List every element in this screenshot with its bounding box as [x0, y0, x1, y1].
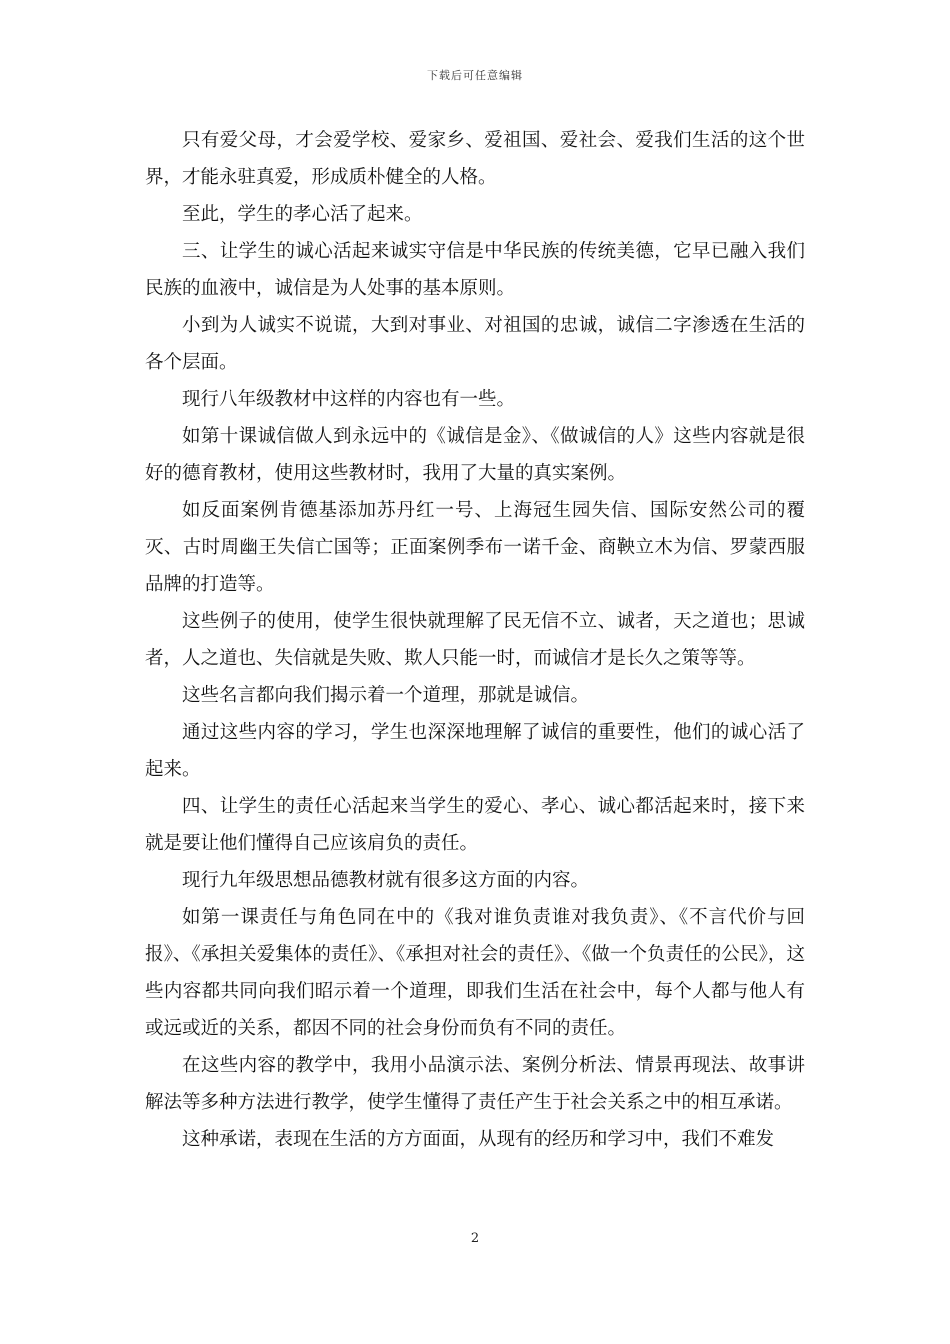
document-body: [145, 122, 805, 1158]
paragraph: 如第十课诚信做人到永远中的《诚信是金》、《做诚信的人》这些内容就是很好的德育教材，使用这些教材时，我用了大量的真实案例。: [145, 426, 805, 484]
paragraph: 在这些内容的教学中，我用小品演示法、案例分析法、情景再现法、故事讲解法等多种方法进行教学，使学生懂得了责任产生于社会关系之中的相互承诺。: [145, 1055, 805, 1113]
paragraph: 三、让学生的诚心活起来诚实守信是中华民族的传统美德，它早已融入我们民族的血液中，诚信是为人处事的基本原则。: [145, 241, 805, 299]
paragraph: 现行九年级思想品德教材就有很多这方面的内容。: [182, 870, 590, 891]
paragraph: 通过这些内容的学习，学生也深深地理解了诚信的重要性，他们的诚心活了起来。: [145, 722, 805, 780]
paragraph: 如反面案例肯德基添加苏丹红一号、上海冠生园失信、国际安然公司的覆灭、古时周幽王失信亡国等；正面案例季布一诺千金、商鞅立木为信、罗蒙西服品牌的打造等。: [145, 500, 805, 595]
page-header-note: 下载后可任意编辑: [427, 69, 523, 82]
paragraph: 小到为人诚实不说谎，大到对事业、对祖国的忠诚，诚信二字渗透在生活的各个层面。: [145, 315, 805, 373]
paragraph: 现行八年级教材中这样的内容也有一些。: [182, 389, 516, 410]
paragraph: 这些名言都向我们揭示着一个道理，那就是诚信。: [182, 685, 590, 706]
paragraph: 只有爱父母，才会爱学校、爱家乡、爱祖国、爱社会、爱我们生活的这个世界，才能永驻真爱，形成质朴健全的人格。: [145, 130, 805, 188]
paragraph: 这些例子的使用，使学生很快就理解了民无信不立、诚者，天之道也；思诚者，人之道也、失信就是失败、欺人只能一时，而诚信才是长久之策等等。: [145, 611, 805, 669]
paragraph: 这种承诺，表现在生活的方方面面，从现有的经历和学习中，我们不难发: [182, 1129, 775, 1150]
paragraph: 四、让学生的责任心活起来当学生的爱心、孝心、诚心都活起来时，接下来就是要让他们懂得自己应该肩负的责任。: [145, 796, 805, 854]
page-number: 2: [470, 1231, 480, 1246]
paragraph: 如第一课责任与角色同在中的《我对谁负责谁对我负责》、《不言代价与回报》、《承担关爱集体的责任》、《承担对社会的责任》、《做一个负责任的公民》，这些内容都共同向我们昭示着一个道理，即我们生活在社会中，每个人都与他人有或远或近的关系，都因不同的社会身份而负有不同的责任。: [145, 907, 805, 1039]
paragraph: 至此，学生的孝心活了起来。: [182, 204, 423, 225]
